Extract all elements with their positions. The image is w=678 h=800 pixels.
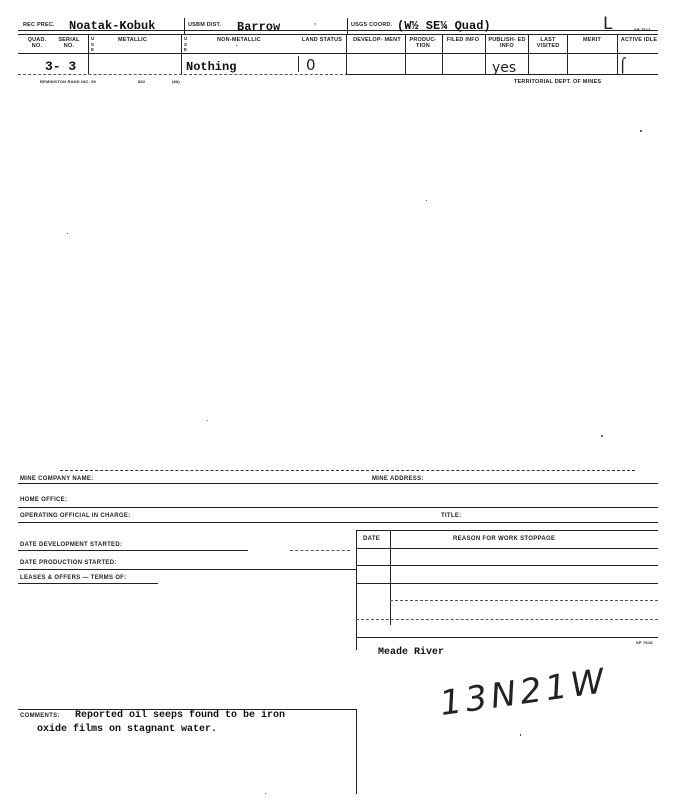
rule-dev — [18, 550, 248, 551]
header-divider-2 — [347, 18, 348, 34]
stoppage-rule-2 — [356, 565, 658, 566]
column-header-rule — [18, 53, 658, 54]
header-rule-2 — [18, 34, 658, 35]
date-development-label: DATE DEVELOPMENT STARTED: — [20, 542, 123, 548]
usgs-coord-value: (W½ SE¼ Quad) — [397, 19, 491, 33]
stoppage-top-rule — [356, 530, 658, 531]
divider-prod — [442, 34, 443, 74]
divider-merit — [617, 34, 618, 74]
rec-prec-label: REC PREC. — [23, 22, 55, 28]
date-production-label: DATE PRODUCTION STARTED: — [20, 560, 117, 566]
rule-home — [18, 507, 658, 508]
land-tick — [298, 56, 299, 72]
comments-line-1: Reported oil seeps found to be iron — [75, 710, 286, 721]
speck — [67, 233, 68, 234]
comments-divider — [356, 709, 357, 794]
leases-offers-label: LEASES & OFFERS — TERMS OF: — [20, 575, 127, 581]
speck — [207, 420, 208, 421]
active-idle-mark: ⌠ — [619, 58, 627, 74]
divider-filed — [485, 34, 486, 74]
department-label: TERRITORIAL DEPT. OF MINES — [514, 79, 602, 85]
handwritten-code: 13N21W — [437, 660, 611, 724]
comments-line-2: oxide films on stagnant water. — [37, 724, 218, 735]
home-office-label: HOME OFFICE: — [20, 497, 68, 503]
location-value: Meade River — [378, 647, 445, 658]
divider-serial — [88, 34, 89, 74]
mine-address-label: MINE ADDRESS: — [372, 476, 424, 482]
form-code-top: SP 7514 — [634, 27, 651, 32]
date-col-label: DATE — [363, 536, 381, 542]
stoppage-rule-4 — [390, 600, 658, 601]
land-status-value: 0 — [306, 56, 316, 74]
rec-prec-value: Noatak-Kobuk — [69, 19, 156, 33]
printer-label: REMINGTON RAND INC. 50 — [40, 79, 97, 84]
stray-mark: ' — [314, 22, 317, 31]
speck — [426, 200, 427, 201]
form-code-bottom: SP 7518 — [636, 640, 653, 645]
non-metallic-value: Nothing — [186, 60, 237, 74]
stoppage-rule-5 — [356, 619, 658, 620]
rule-prod — [18, 569, 356, 570]
speck — [601, 435, 603, 437]
speck — [520, 734, 521, 736]
non-metallic-dash: - — [236, 43, 239, 49]
col-last-visited: LAST VISITED — [536, 37, 560, 49]
reason-col-label: REASON FOR WORK STOPPAGE — [453, 536, 556, 542]
divider-land — [346, 34, 347, 74]
printer-code: 882 — [138, 79, 146, 84]
col-metallic: METALLIC — [118, 37, 147, 43]
divider-metallic — [181, 34, 182, 74]
col-use-b: U S E — [184, 36, 188, 52]
rule-company — [18, 483, 658, 484]
stoppage-rule-6 — [356, 637, 658, 638]
col-filed-info: FILED INFO — [446, 37, 480, 43]
published-info-value: yes — [492, 60, 517, 76]
row-rule-left — [18, 74, 348, 75]
lower-top-rule — [60, 470, 635, 471]
rule-official — [18, 522, 658, 523]
stoppage-rule-3 — [356, 583, 658, 584]
col-land-status: LAND STATUS — [301, 37, 343, 43]
speck — [265, 793, 266, 794]
printer-code-2: (88) — [172, 79, 180, 84]
quad-serial-value: 3- 3 — [45, 59, 77, 74]
col-use-a: U S E — [91, 36, 95, 52]
col-serial-no: SERIAL NO. — [58, 37, 80, 49]
usbm-dist-label: USBM DIST. — [188, 22, 222, 28]
col-published-info: PUBLISH- ED INFO — [488, 37, 526, 49]
row-rule-right — [346, 74, 658, 75]
col-merit: MERIT — [582, 37, 602, 43]
rule-leases — [18, 583, 158, 584]
speck — [640, 130, 642, 132]
mine-company-name-label: MINE COMPANY NAME: — [20, 476, 94, 482]
col-active-idle: ACTIVE IDLE — [620, 37, 658, 43]
operating-official-label: OPERATING OFFICIAL IN CHARGE: — [20, 513, 131, 519]
rule-dev-dash — [290, 550, 350, 551]
col-production: PRODUC- TION — [409, 37, 437, 49]
col-non-metallic: NON-METALLIC — [217, 37, 261, 43]
corner-mark: L — [603, 14, 613, 34]
date-col-right — [390, 530, 391, 625]
usbm-dist-value: Barrow — [237, 20, 281, 34]
usgs-coord-label: USGS COORD. — [351, 22, 393, 28]
divider-pub — [528, 34, 529, 74]
col-quad-no: QUAD. NO. — [27, 37, 47, 49]
header-divider-1 — [184, 18, 185, 34]
comments-label: COMMENTS: — [20, 713, 60, 719]
divider-last — [567, 34, 568, 74]
col-development: DEVELOP- MENT — [353, 37, 401, 43]
divider-dev — [405, 34, 406, 74]
title-label: TITLE: — [441, 513, 462, 519]
stoppage-rule-1 — [356, 548, 658, 549]
